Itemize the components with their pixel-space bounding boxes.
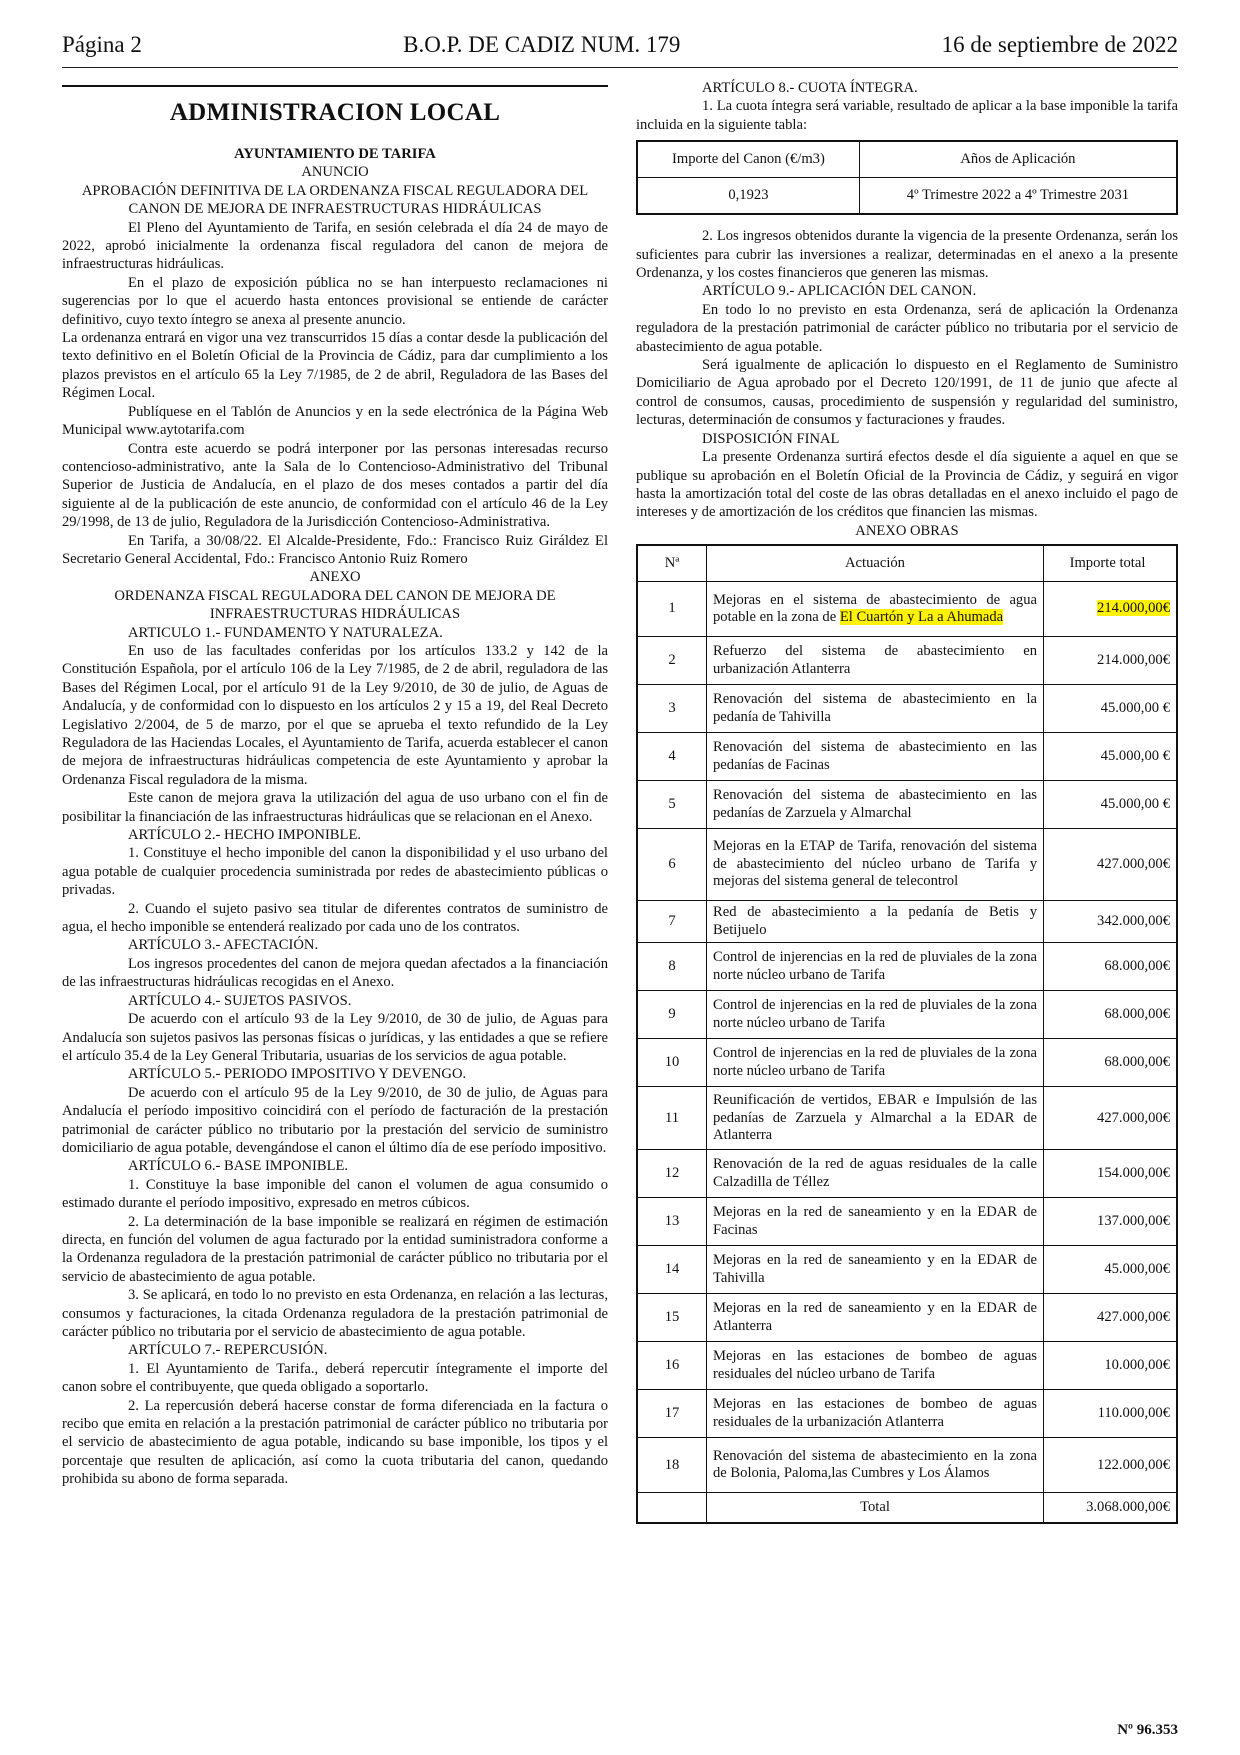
row-number: 7 <box>637 901 707 943</box>
table-row <box>637 637 1177 685</box>
paragraph: 1. La cuota íntegra será variable, resultado de aplicar a la base imponible la tarifa incluida en la siguiente tabla: <box>636 98 1178 133</box>
paragraph: Publíquese en el Tablón de Anuncios y en la sede electrónica de la Página Web Municipal www.aytotarifa.com <box>62 403 608 439</box>
row-actuacion: Renovación del sistema de abastecimiento en las pedanías de Zarzuela y Almarchal <box>707 781 1044 829</box>
row-actuacion: Mejoras en la ETAP de Tarifa, renovación del sistema de abastecimiento del núcleo urbano de Tarifa y mejoras del sistema general de telecontrol <box>707 829 1044 901</box>
column-header-importe: Importe total <box>1044 545 1178 582</box>
row-importe: 122.000,00€ <box>1044 1438 1178 1493</box>
obras-table <box>636 544 1178 1524</box>
tarifa-value-anos: 4º Trimestre 2022 a 4º Trimestre 2031 <box>859 178 1177 215</box>
table-row <box>637 829 1177 901</box>
row-importe: 427.000,00€ <box>1044 829 1178 901</box>
row-actuacion <box>707 582 1044 637</box>
row-importe: 45.000,00 € <box>1044 733 1178 781</box>
paragraph: En todo lo no previsto en esta Ordenanza, será de aplicación la Ordenanza reguladora de la prestación patrimonial de carácter público no tributaria por el servicio de abastecimiento de agua potable. <box>636 301 1178 355</box>
tarifa-header-importe: Importe del Canon (€/m3) <box>637 141 859 178</box>
table-row <box>637 1438 1177 1493</box>
row-importe: 45.000,00 € <box>1044 781 1178 829</box>
row-actuacion: Mejoras en la red de saneamiento y en la EDAR de Facinas <box>707 1198 1044 1246</box>
right-column <box>636 79 1178 1524</box>
row-number: 9 <box>637 991 707 1039</box>
row-importe: 214.000,00€ <box>1044 637 1178 685</box>
publication-date: 16 de septiembre de 2022 <box>941 32 1178 57</box>
row-actuacion: Renovación del sistema de abastecimiento en la zona de Bolonia, Paloma,las Cumbres y Los Álamos <box>707 1438 1044 1493</box>
table-row <box>637 685 1177 733</box>
article-title: ARTÍCULO 9.- APLICACIÓN DEL CANON. <box>702 283 977 300</box>
tarifa-header-anos: Años de Aplicación <box>859 141 1177 178</box>
table-row <box>637 1039 1177 1087</box>
tarifa-table <box>636 140 1178 215</box>
paragraph: En uso de las facultades conferidas por los artículos 133.2 y 142 de la Constitución Española, por el artículo 106 de la Ley 7/1985, de 2 de abril, reguladora de las Bases del Régimen Local, por el artículo 91 de la Ley 9/2010, de 30 de julio, de Aguas de Andalucía, y de conformidad con lo dispuesto en los artículos 2 y 15 a 19, del Real Decreto Legislativo 2/2004, de 5 de marzo, por el que se aprueba el texto refundido de la Ley Reguladora de las Haciendas Locales, el Ayuntamiento de Tarifa, acuerda establecer el canon de mejora de infraestructuras hidráulicas competencia de este Ayuntamiento y aprobar la Ordenanza Fiscal reguladora de la misma. <box>62 642 608 788</box>
total-label: Total <box>707 1493 1044 1523</box>
row-importe: 68.000,00€ <box>1044 1039 1178 1087</box>
row-number: 5 <box>637 781 707 829</box>
paragraph: Será igualmente de aplicación lo dispuesto en el Reglamento de Suministro Domiciliario de Agua aprobado por el Decreto 120/1991, de 11 de junio que afecte al control de consumos, causas, procedimiento de suspensión y regularidad del suministro, lecturas, determinación de consumos y facturaciones y fraudes. <box>636 357 1178 429</box>
table-row <box>637 1246 1177 1294</box>
table-row <box>637 582 1177 637</box>
row-actuacion: Mejoras en la red de saneamiento y en la EDAR de Atlanterra <box>707 1294 1044 1342</box>
paragraph: 2. La determinación de la base imponible se realizará en régimen de estimación directa, en función del volumen de agua facturado por la entidad suministradora conforme a la Ordenanza reguladora de la prestación patrimonial de carácter público no tributaria por el servicio de abastecimiento de agua potable. <box>62 1213 608 1285</box>
column-header-actuacion: Actuación <box>707 545 1044 582</box>
row-number: 17 <box>637 1390 707 1438</box>
row-actuacion: Mejoras en las estaciones de bombeo de aguas residuales de la urbanización Atlanterra <box>707 1390 1044 1438</box>
paragraph: De acuerdo con el artículo 93 de la Ley 9/2010, de 30 de julio, de Aguas para Andalucía son sujetos pasivos las personas físicas o jurídicas, y las entidades a que se refiere el artículo 35.4 de la Ley General Tributaria, usuarias de los servicios de agua potable. <box>62 1011 608 1064</box>
row-number: 18 <box>637 1438 707 1493</box>
row-importe: 110.000,00€ <box>1044 1390 1178 1438</box>
paragraph: En el plazo de exposición pública no se han interpuesto reclamaciones ni sugerencias por lo que el acuerdo hasta entonces provisional se entiende de carácter definitivo, cuyo texto íntegro se anexa al presente anuncio. <box>62 274 608 328</box>
row-actuacion: Reunificación de vertidos, EBAR e Impulsión de las pedanías de Zarzuela y Almarchal a la EDAR de Atlanterra <box>707 1087 1044 1150</box>
row-importe: 137.000,00€ <box>1044 1198 1178 1246</box>
row-number: 2 <box>637 637 707 685</box>
row-importe <box>1044 582 1178 637</box>
row-importe: 45.000,00€ <box>1044 1246 1178 1294</box>
table-row <box>637 1150 1177 1198</box>
anexo-label: ANEXO <box>309 569 361 586</box>
row-actuacion: Renovación del sistema de abastecimiento en la pedanía de Tahivilla <box>707 685 1044 733</box>
section-divider <box>62 85 608 87</box>
row-number: 1 <box>637 582 707 637</box>
row-actuacion: Red de abastecimiento a la pedanía de Betis y Betijuelo <box>707 901 1044 943</box>
tarifa-value-importe: 0,1923 <box>637 178 859 215</box>
page-header <box>62 28 1178 62</box>
row-number: 6 <box>637 829 707 901</box>
anuncio-label: ANUNCIO <box>301 164 369 181</box>
paragraph: De acuerdo con el artículo 95 de la Ley 9/2010, de 30 de julio, de Aguas para Andalucía el período impositivo coincidirá con el período de facturación de la prestación patrimonial de carácter público no tributario por la prestación del servicio de suministro domiciliario de agua potable, devengándose el canon el último día de ese período impositivo. <box>62 1084 608 1156</box>
table-row <box>637 781 1177 829</box>
table-row <box>637 943 1177 991</box>
publication-title: B.O.P. DE CADIZ NUM. 179 <box>403 32 681 57</box>
row-number: 16 <box>637 1342 707 1390</box>
row-number: 13 <box>637 1198 707 1246</box>
article-title: ARTICULO 1.- FUNDAMENTO Y NATURALEZA. <box>128 624 443 641</box>
paragraph: Contra este acuerdo se podrá interponer por las personas interesadas recurso contencioso-administrativo, ante la Sala de lo Contencioso-Administrativo del Tribunal Superior de Justicia de Andalucía, en el plazo de dos meses contados a partir del día siguiente al de la publicación de este anuncio, de conformidad con el artículo 46 de la Ley 29/1998, de 13 de julio, Reguladora de la Jurisdicción Contencioso-Administrativa. <box>62 440 608 531</box>
table-row <box>637 991 1177 1039</box>
row-number: 15 <box>637 1294 707 1342</box>
article-title: ARTÍCULO 4.- SUJETOS PASIVOS. <box>128 992 352 1009</box>
paragraph: 1. Constituye la base imponible del canon el volumen de agua consumido o estimado durante el período impositivo, expresado en metros cúbicos. <box>62 1176 608 1212</box>
total-value: 3.068.000,00€ <box>1044 1493 1178 1523</box>
row-actuacion: Control de injerencias en la red de pluviales de la zona norte núcleo urbano de Tarifa <box>707 943 1044 991</box>
table-row <box>637 1390 1177 1438</box>
row-actuacion: Mejoras en la red de saneamiento y en la EDAR de Tahivilla <box>707 1246 1044 1294</box>
table-row <box>637 1342 1177 1390</box>
registration-number: Nº 96.353 <box>1117 1722 1178 1738</box>
row-importe: 45.000,00 € <box>1044 685 1178 733</box>
row-importe: 68.000,00€ <box>1044 943 1178 991</box>
article-title: ARTÍCULO 3.- AFECTACIÓN. <box>128 937 319 954</box>
row-importe: 427.000,00€ <box>1044 1087 1178 1150</box>
table-row <box>637 901 1177 943</box>
highlighted-amount: 214.000,00€ <box>1097 600 1170 617</box>
row-number: 3 <box>637 685 707 733</box>
table-row <box>637 1294 1177 1342</box>
article-title: ARTÍCULO 7.- REPERCUSIÓN. <box>128 1342 328 1359</box>
highlighted-text: El Cuartón y La a Ahumada <box>839 609 1004 626</box>
left-column <box>62 85 608 1489</box>
disposicion-title: DISPOSICIÓN FINAL <box>702 430 840 447</box>
total-row <box>637 1493 1177 1523</box>
paragraph: La ordenanza entrará en vigor una vez transcurridos 15 días a contar desde la publicación del texto definitivo en el Boletín Oficial de la Provincia de Cádiz, para dar cumplimiento a los plazos previstos en el artículo 65 la Ley 7/1985, de 2 de abril, Reguladora de las Bases del Régimen Local. <box>62 330 608 402</box>
table-row <box>637 1198 1177 1246</box>
page-number: Página 2 <box>62 32 142 57</box>
paragraph: 2. Cuando el sujeto pasivo sea titular de diferentes contratos de suministro de agua, el hecho imponible se entenderá realizado por cada uno de los contratos. <box>62 900 608 936</box>
total-empty-cell <box>637 1493 707 1523</box>
paragraph: El Pleno del Ayuntamiento de Tarifa, en sesión celebrada el día 24 de mayo de 2022, aprobó inicialmente la ordenanza fiscal reguladora del canon de mejora de infraestructuras hidráulicas. <box>62 219 608 273</box>
aprobacion-title: APROBACIÓN DEFINITIVA DE LA ORDENANZA FISCAL REGULADORA DEL CANON DE MEJORA DE INFRAESTRUCTURAS HIDRÁULICAS <box>81 182 589 218</box>
row-importe: 68.000,00€ <box>1044 991 1178 1039</box>
row-importe: 10.000,00€ <box>1044 1342 1178 1390</box>
row-actuacion: Refuerzo del sistema de abastecimiento en urbanización Atlanterra <box>707 637 1044 685</box>
row-actuacion: Control de injerencias en la red de pluviales de la zona norte núcleo urbano de Tarifa <box>707 991 1044 1039</box>
article-title: ARTÍCULO 2.- HECHO IMPONIBLE. <box>128 827 362 844</box>
paragraph: La presente Ordenanza surtirá efectos desde el día siguiente a aquel en que se publique su aprobación en el Boletín Oficial de la Provincia de Cádiz, y seguirá en vigor hasta la amortización total del coste de las obras detalladas en el anexo incluido el pago de intereses y de amortización de los créditos que financien las mismas. <box>636 449 1178 521</box>
header-divider <box>62 67 1178 68</box>
paragraph: 2. Los ingresos obtenidos durante la vigencia de la presente Ordenanza, serán los suficientes para cubrir las inversiones a realizar, determinadas en el anexo a la presente Ordenanza, y los costes financieros que generen las mismas. <box>636 228 1178 282</box>
row-actuacion: Control de injerencias en la red de pluviales de la zona norte núcleo urbano de Tarifa <box>707 1039 1044 1087</box>
organization-title: AYUNTAMIENTO DE TARIFA <box>234 146 436 162</box>
row-number: 4 <box>637 733 707 781</box>
section-title: ADMINISTRACION LOCAL <box>169 99 501 126</box>
ordenanza-title: ORDENANZA FISCAL REGULADORA DEL CANON DE MEJORA DE INFRAESTRUCTURAS HIDRÁULICAS <box>114 587 556 623</box>
paragraph: Los ingresos procedentes del canon de mejora quedan afectados a la financiación de las infraestructuras hidráulicas recogidas en el Anexo. <box>62 955 608 991</box>
row-importe: 154.000,00€ <box>1044 1150 1178 1198</box>
paragraph: 2. La repercusión deberá hacerse constar de forma diferenciada en la factura o recibo que emita en relación a la prestación patrimonial de carácter público no tributaria por el servicio de abastecimiento de agua potable, indicando su base imponible, los tipos y el porcentaje que resulten de aplicación, así como la cuota tributaria del canon, quedando prohibida su abono de forma separada. <box>62 1397 608 1488</box>
paragraph: 1. El Ayuntamiento de Tarifa., deberá repercutir íntegramente el importe del canon sobre el contribuyente, que queda obligado a soportarlo. <box>62 1360 608 1396</box>
column-header-number: Nª <box>637 545 707 582</box>
row-number: 10 <box>637 1039 707 1087</box>
actuacion-text: Mejoras en el sistema de abastecimiento de agua potable en la zona de <box>713 591 1037 626</box>
table-row <box>637 1087 1177 1150</box>
row-importe: 342.000,00€ <box>1044 901 1178 943</box>
row-actuacion: Mejoras en las estaciones de bombeo de aguas residuales del núcleo urbano de Tarifa <box>707 1342 1044 1390</box>
paragraph: 3. Se aplicará, en todo lo no previsto en esta Ordenanza, en relación a las lecturas, consumos y facturaciones, la citada Ordenanza reguladora de la prestación patrimonial de carácter público no tributaria por el servicio de abastecimiento de agua potable. <box>62 1287 608 1340</box>
anexo-obras-title: ANEXO OBRAS <box>855 522 959 539</box>
row-number: 8 <box>637 943 707 991</box>
article-title: ARTÍCULO 8.- CUOTA ÍNTEGRA. <box>702 80 918 96</box>
article-title: ARTÍCULO 5.- PERIODO IMPOSITIVO Y DEVENGO. <box>128 1066 467 1083</box>
paragraph: 1. Constituye el hecho imponible del canon la disponibilidad y el uso urbano del agua potable de cualquier procedencia suministrada por redes de abastecimiento públicas o privadas. <box>62 845 608 899</box>
row-actuacion: Renovación del sistema de abastecimiento en las pedanías de Facinas <box>707 733 1044 781</box>
table-row <box>637 733 1177 781</box>
row-number: 11 <box>637 1087 707 1150</box>
article-title: ARTÍCULO 6.- BASE IMPONIBLE. <box>128 1158 349 1175</box>
signature-paragraph: En Tarifa, a 30/08/22. El Alcalde-Presidente, Fdo.: Francisco Ruiz Giráldez El Secretario General Accidental, Fdo.: Francisco Antonio Ruiz Romero <box>62 532 608 567</box>
row-importe: 427.000,00€ <box>1044 1294 1178 1342</box>
paragraph: Este canon de mejora grava la utilización del agua de uso urbano con el fin de posibilitar la financiación de las infraestructuras hidráulicas que se relacionan en el Anexo. <box>62 790 608 825</box>
row-actuacion: Renovación de la red de aguas residuales de la calle Calzadilla de Téllez <box>707 1150 1044 1198</box>
row-number: 12 <box>637 1150 707 1198</box>
row-number: 14 <box>637 1246 707 1294</box>
